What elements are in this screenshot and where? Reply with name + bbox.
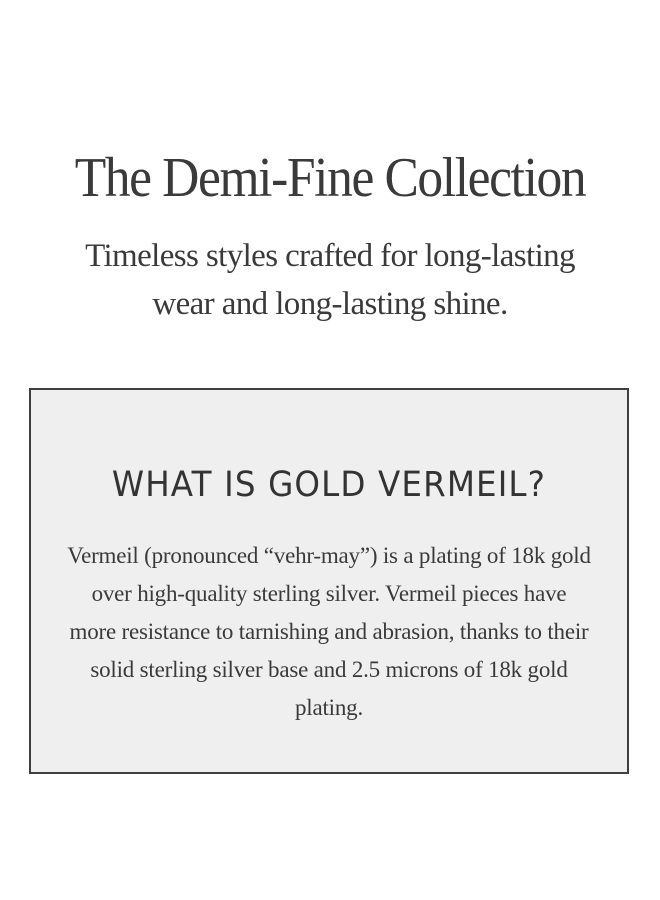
- info-box-body: Vermeil (pronounced “vehr-may”) is a plating of 18k gold over high-quality sterling silver. Vermeil pieces have more resistance to tarnishing and abrasion, thanks to their solid sterling silver base and 2.5 microns of 18k gold plating.: [67, 543, 591, 720]
- page-subtitle: Timeless styles crafted for long-lasting wear and long-lasting shine.: [85, 238, 575, 322]
- page-title: The Demi-Fine Collection: [74, 147, 586, 209]
- gold-vermeil-info-box: [29, 388, 629, 774]
- info-box-heading: WHAT IS GOLD VERMEIL?: [111, 465, 547, 505]
